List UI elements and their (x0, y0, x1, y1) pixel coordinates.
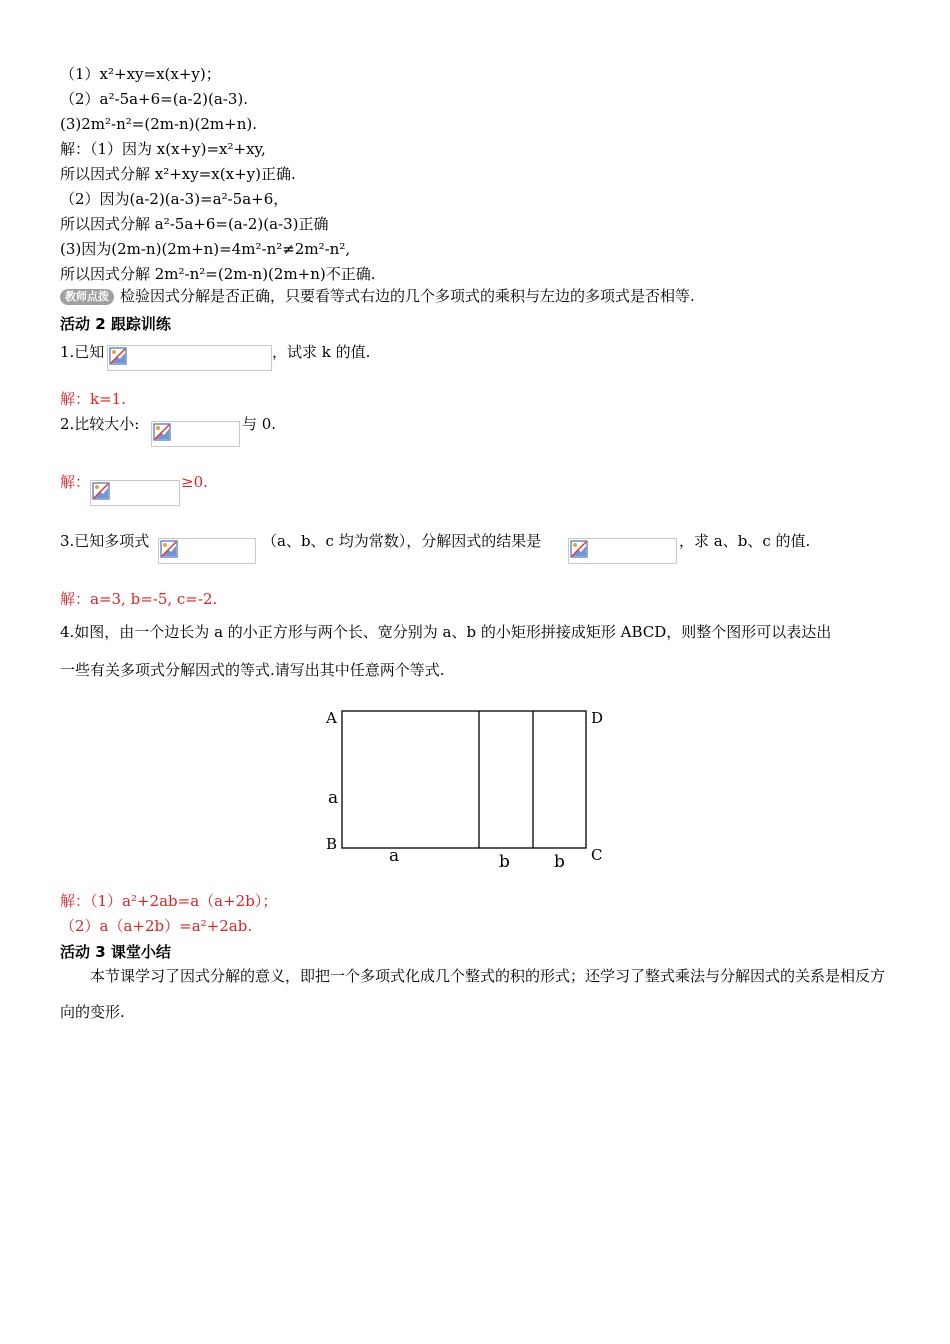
q2-prefix: 2.比较大小: (60, 415, 140, 433)
rectangle-outline (342, 711, 586, 848)
rectangle-abcd-figure (318, 700, 618, 875)
broken-image-icon (153, 423, 171, 441)
q3-result-image (568, 538, 677, 564)
broken-image-icon (109, 347, 127, 365)
label-side-a: a (328, 788, 339, 808)
q4-line-1: 4.如图，由一个边长为 a 的小正方形与两个长、宽分别为 a、b 的小矩形拼接成矩形 ABCD，则整个图形可以表达出 (60, 623, 832, 641)
tip-badge: 教师点拨 (60, 289, 114, 305)
answer-2-prefix: 解： (60, 473, 91, 491)
text-line-3: (3)2m²-n²=(2m-n)(2m+n). (60, 115, 258, 133)
tip-text: 检验因式分解是否正确，只要看等式右边的几个多项式的乘积与左边的多项式是否相等. (120, 287, 695, 305)
q1-formula-image (107, 345, 272, 371)
activity3-title: 活动 3 课堂小结 (60, 943, 171, 961)
text-line-5: 所以因式分解 x²+xy=x(x+y)正确. (60, 165, 296, 183)
a2-formula-image (90, 480, 180, 506)
text-line-4: 解：（1）因为 x(x+y)=x²+xy, (60, 140, 266, 158)
q3-suffix: ，求 a、b、c 的值. (679, 532, 811, 550)
teacher-tip (60, 286, 695, 306)
label-bottom-b1: b (499, 852, 510, 872)
label-bottom-a: a (389, 846, 400, 866)
q1-suffix: ，试求 k 的值. (272, 343, 371, 361)
answer-4-line-2: （2）a（a+2b）=a²+2ab. (60, 917, 253, 935)
answer-2-suffix: ≥0. (181, 473, 208, 491)
q3-polynomial-image (158, 538, 256, 564)
label-d-vertex: D (591, 709, 604, 727)
text-line-6: （2）因为(a-2)(a-3)=a²-5a+6， (60, 190, 289, 208)
q3-prefix: 3.已知多项式 (60, 532, 150, 550)
answer-3: 解：a=3, b=-5, c=-2. (60, 590, 218, 608)
text-line-1: （1）x²+xy=x(x+y)； (60, 65, 221, 83)
q3-middle: （a、b、c 均为常数），分解因式的结果是 (262, 532, 542, 550)
label-c-vertex: C (591, 846, 603, 864)
broken-image-icon (570, 540, 588, 558)
q2-suffix: 与 0. (242, 415, 277, 433)
label-b-vertex: B (326, 835, 338, 853)
broken-image-icon (92, 482, 110, 500)
activity2-title: 活动 2 跟踪训练 (60, 315, 171, 333)
activity3-summary: 本节课学习了因式分解的意义，即把一个多项式化成几个整式的积的形式；还学习了整式乘法与分解因式的关系是相反方向的变形. (60, 967, 886, 1021)
q4-line-2: 一些有关多项式分解因式的等式.请写出其中任意两个等式. (60, 661, 445, 679)
label-bottom-b2: b (554, 852, 565, 872)
q2-formula-image (151, 421, 240, 447)
answer-4-line-1: 解：（1）a²+2ab=a（a+2b）； (60, 892, 278, 910)
text-line-9: 所以因式分解 2m²-n²=(2m-n)(2m+n)不正确. (60, 265, 376, 283)
text-line-2: （2）a²-5a+6=(a-2)(a-3). (60, 90, 249, 108)
text-line-7: 所以因式分解 a²-5a+6=(a-2)(a-3)正确 (60, 215, 329, 233)
label-a-vertex: A (326, 709, 337, 727)
broken-image-icon (160, 540, 178, 558)
text-line-8: (3)因为(2m-n)(2m+n)=4m²-n²≠2m²-n², (60, 240, 351, 258)
answer-1: 解：k=1. (60, 390, 126, 408)
q1-prefix: 1.已知 (60, 343, 105, 361)
